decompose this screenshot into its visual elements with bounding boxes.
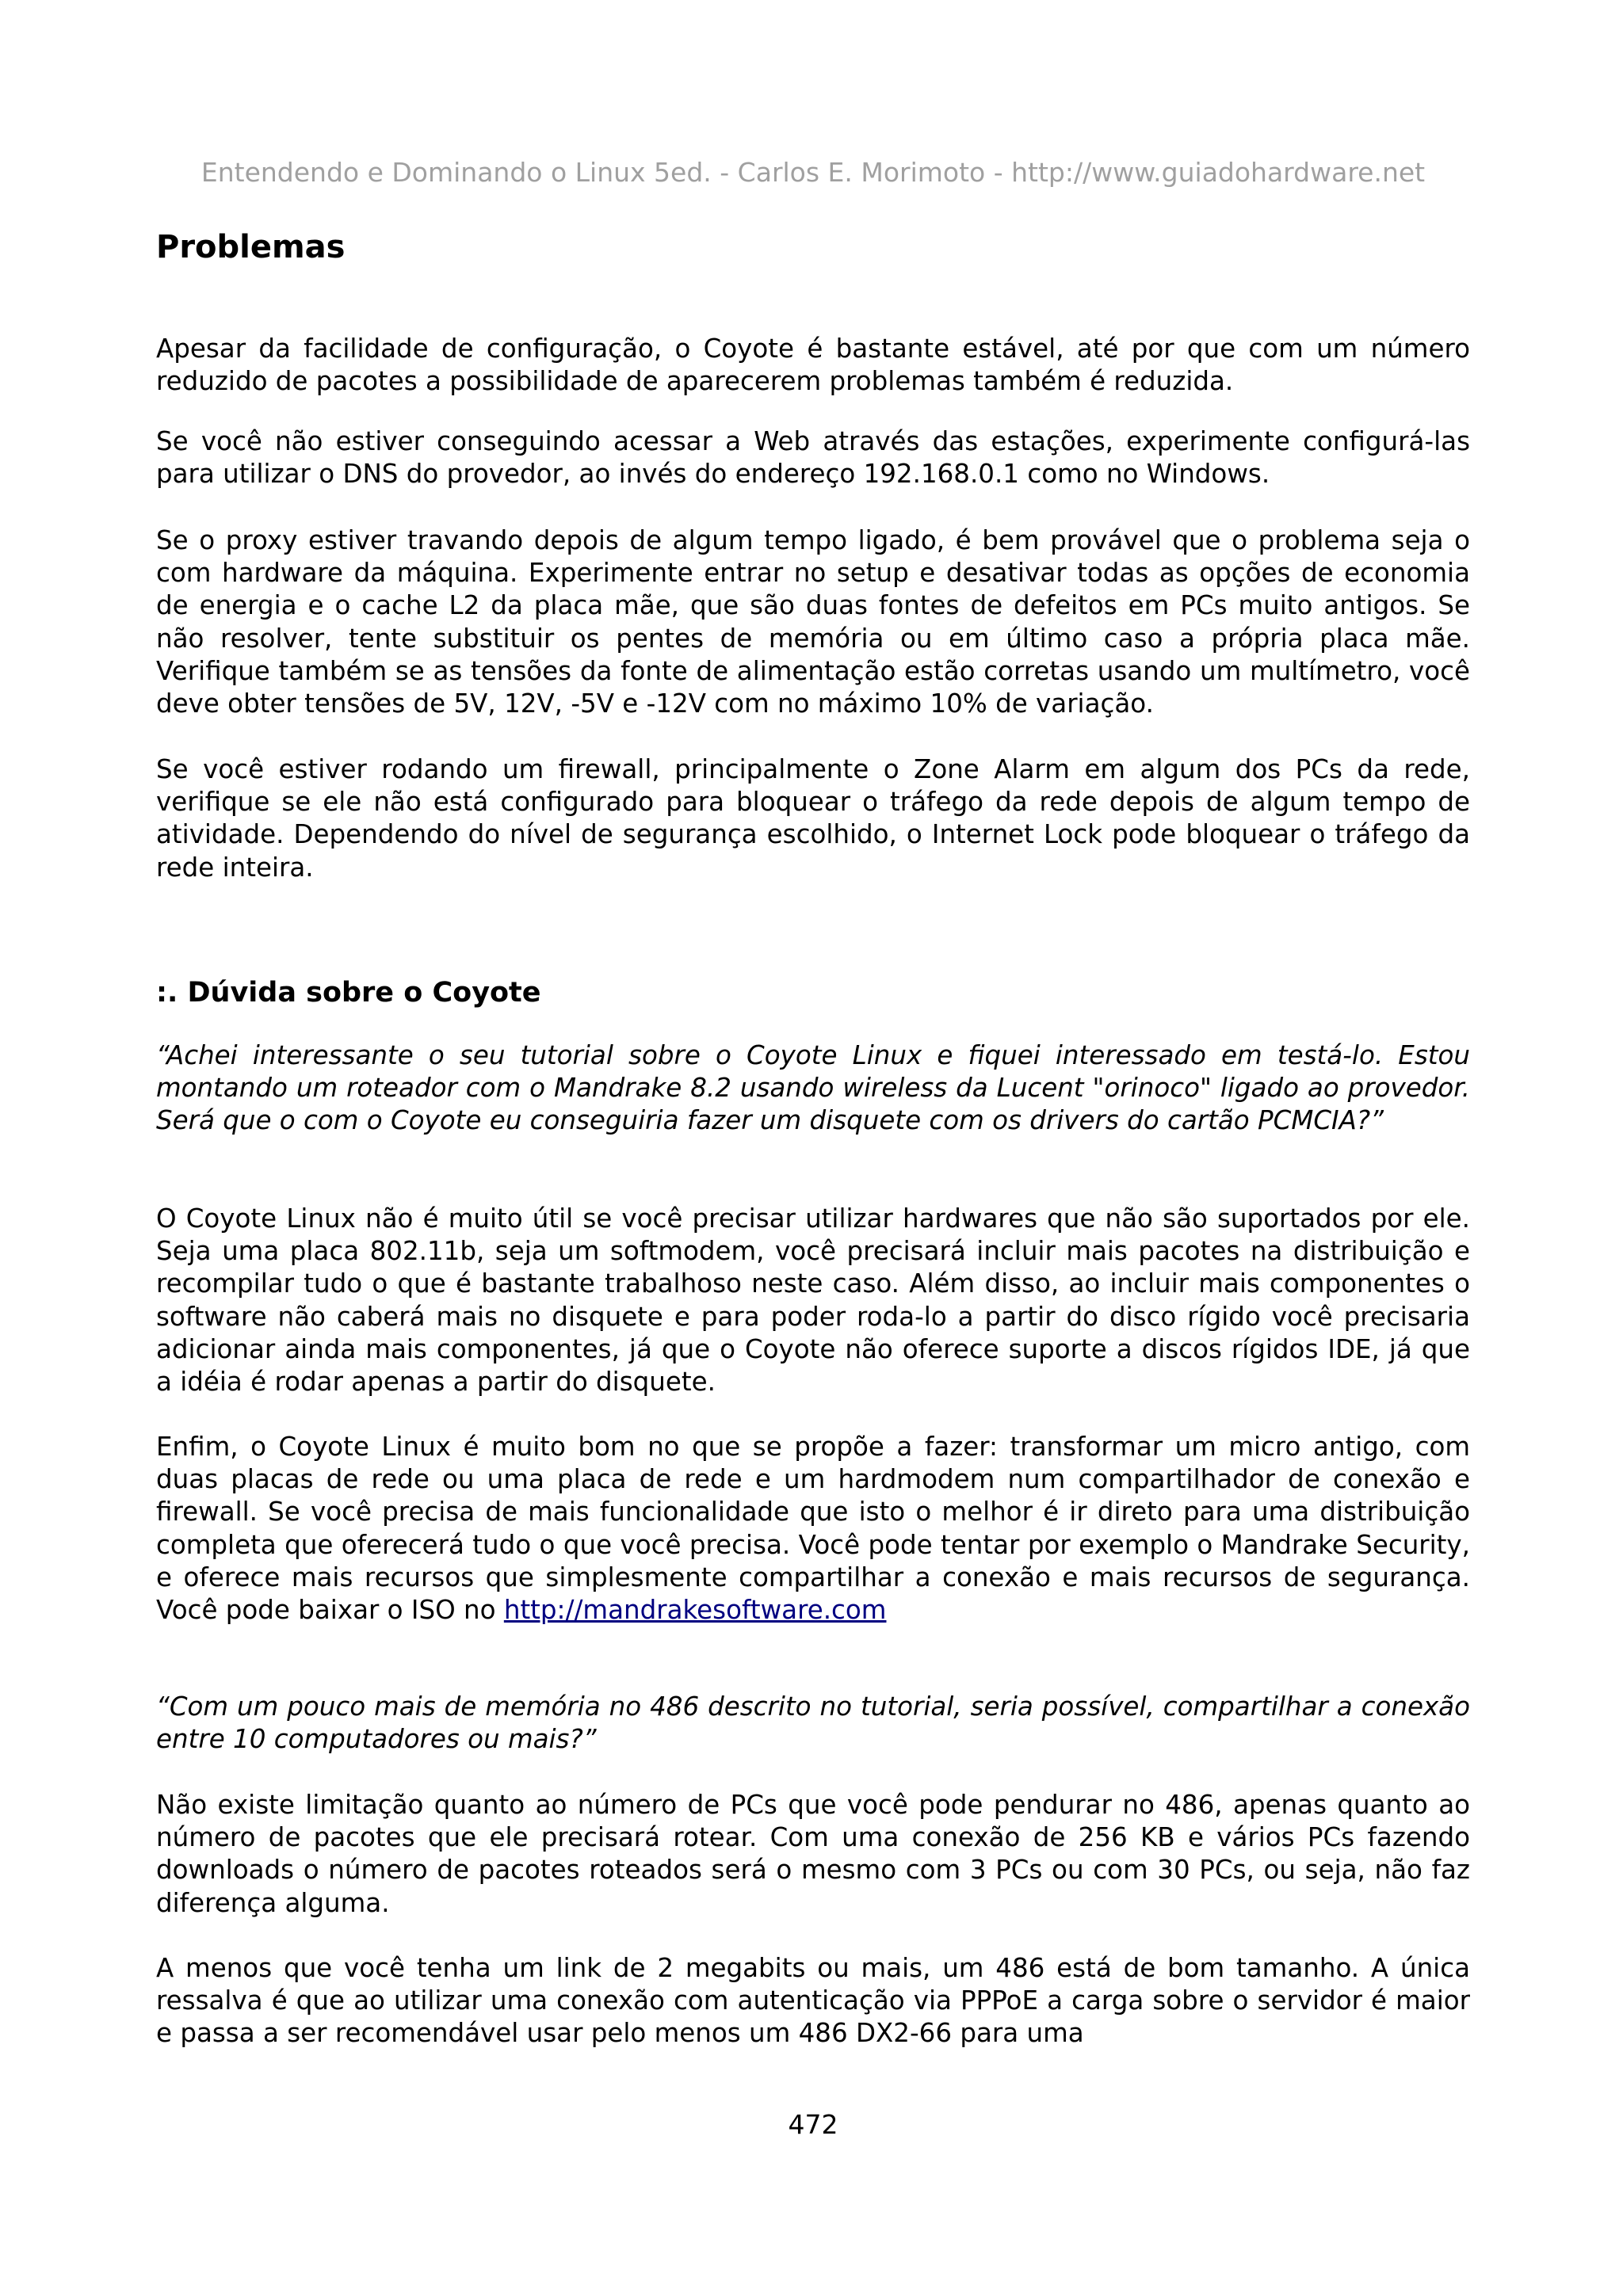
page-number: 472 bbox=[788, 2109, 838, 2140]
paragraph-firewall: Se você estiver rodando um firewall, principalmente o Zone Alarm em algum dos PCs da rede, verifique se ele não está configurado para bloquear o tráfego da rede depois de algum tempo de atividade. Dependendo do nível de segurança escolhido, o Internet Lock pode bloquear o tráfego da rede inteira. bbox=[156, 754, 1470, 883]
faq-answer-1-paragraph-2 bbox=[156, 1431, 1470, 1627]
faq-answer-2-paragraph-1: Não existe limitação quanto ao número de PCs que você pode pendurar no 486, apenas quanto ao número de pacotes que ele precisará rotear. Com uma conexão de 256 KB e vários PCs fazendo downloads o número de pacotes roteados será o mesmo com 3 PCs ou com 30 PCs, ou seja, não faz diferença alguma. bbox=[156, 1790, 1470, 1918]
section-title: Problemas bbox=[156, 229, 346, 265]
faq-answer-1-paragraph-1: O Coyote Linux não é muito útil se você precisar utilizar hardwares que não são suportados por ele. Seja uma placa 802.11b, seja um softmodem, você precisará incluir mais pacotes na distribuição e recompilar tudo o que é bastante trabalhoso neste caso. Além disso, ao incluir mais componentes o software não caberá mais no disquete e para poder roda-lo a partir do disco rígido você precisaria adicionar ainda mais componentes, já que o Coyote não oferece suporte a discos rígidos IDE, já que a idéia é rodar apenas a partir do disquete. bbox=[156, 1203, 1470, 1398]
faq-title: :. Dúvida sobre o Coyote bbox=[156, 977, 541, 1009]
paragraph-intro: Apesar da facilidade de configuração, o Coyote é bastante estável, até por que com um número reduzido de pacotes a possibilidade de aparecerem problemas também é reduzida. bbox=[156, 334, 1470, 397]
mandrake-link[interactable]: http://mandrakesoftware.com bbox=[503, 1595, 887, 1626]
faq-answer-2-paragraph-2: A menos que você tenha um link de 2 megabits ou mais, um 486 está de bom tamanho. A única ressalva é que ao utilizar uma conexão com autenticação via PPPoE a carga sobre o servidor é maior e passa a ser recomendável usar pelo menos um 486 DX2-66 para uma bbox=[156, 1953, 1470, 2049]
paragraph-dns: Se você não estiver conseguindo acessar a Web através das estações, experimente configurá-las para utilizar o DNS do provedor, ao invés do endereço 192.168.0.1 como no Windows. bbox=[156, 426, 1470, 490]
faq-answer-1-text: Enfim, o Coyote Linux é muito bom no que se propõe a fazer: transformar um micro antigo, com duas placas de rede ou uma placa de rede e um hardmodem num compartilhador de conexão e firewall. Se você precisa de mais funcionalidade que isto o melhor é ir direto para uma distribuição completa que oferecerá tudo o que você precisa. Você pode tentar por exemplo o Mandrake Security, e oferece mais recursos que simplesmente compartilhar a conexão e mais recursos de segurança. Você pode baixar o ISO no bbox=[156, 1432, 1470, 1626]
faq-question-1: “Achei interessante o seu tutorial sobre o Coyote Linux e fiquei interessado em testá-lo. Estou montando um roteador com o Mandrake 8.2 usando wireless da Lucent "orinoco" ligado ao provedor. Será que o com o Coyote eu conseguiria fazer um disquete com os drivers do cartão PCMCIA?” bbox=[156, 1040, 1470, 1136]
paragraph-hardware: Se o proxy estiver travando depois de algum tempo ligado, é bem provável que o problema seja o com hardware da máquina. Experimente entrar no setup e desativar todas as opções de economia de energia e o cache L2 da placa mãe, que são duas fontes de defeitos em PCs muito antigos. Se não resolver, tente substituir os pentes de memória ou em último caso a própria placa mãe. Verifique também se as tensões da fonte de alimentação estão corretas usando um multímetro, você deve obter tensões de 5V, 12V, -5V e -12V com no máximo 10% de variação. bbox=[156, 525, 1470, 719]
faq-question-2: “Com um pouco mais de memória no 486 descrito no tutorial, seria possível, compartilhar a conexão entre 10 computadores ou mais?” bbox=[156, 1691, 1470, 1755]
running-header: Entendendo e Dominando o Linux 5ed. - Carlos E. Morimoto - http://www.guiadohardware.net bbox=[200, 157, 1426, 188]
